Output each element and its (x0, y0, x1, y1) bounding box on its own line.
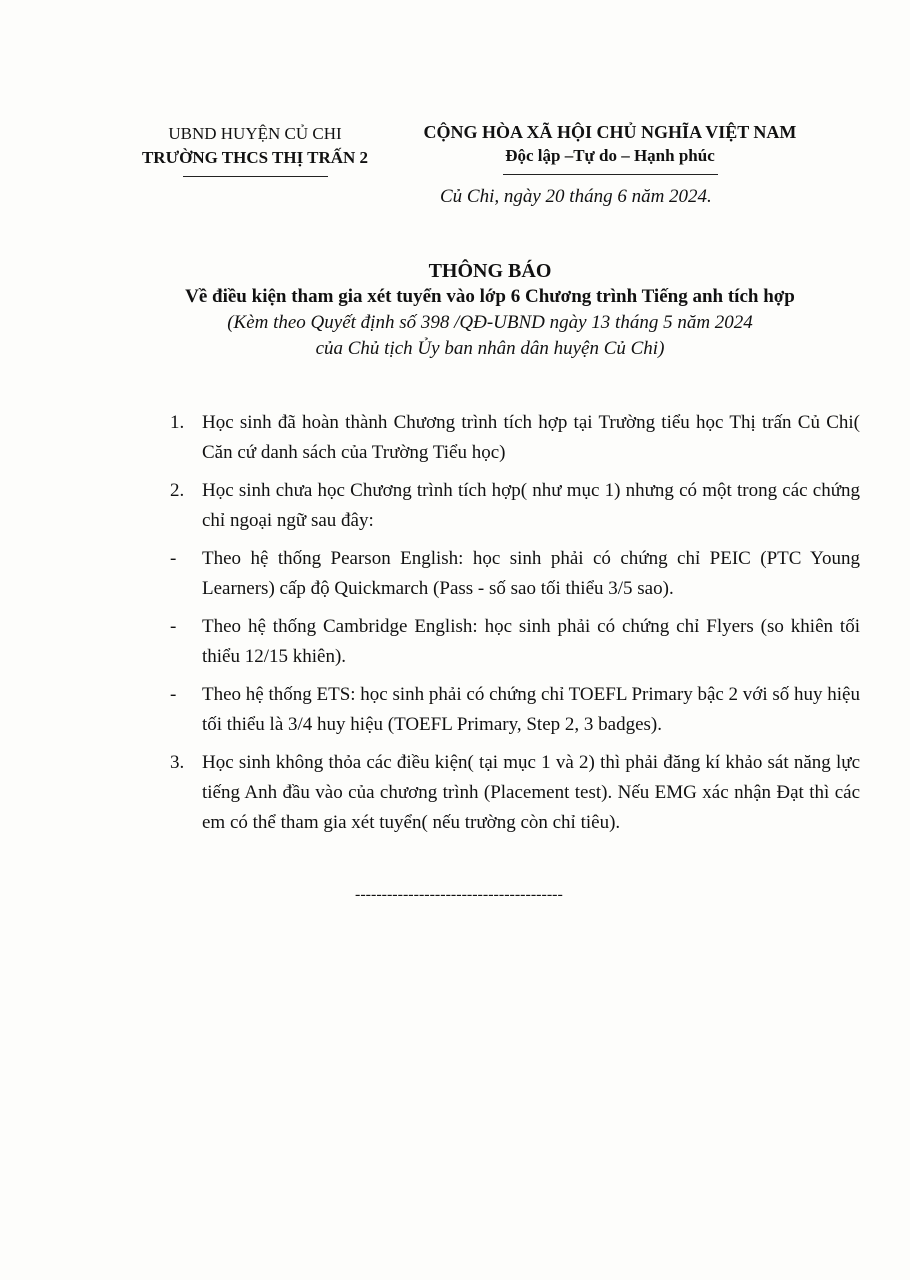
document-title: THÔNG BÁO (428, 260, 552, 282)
list-item-text: Học sinh không thỏa các điều kiện( tại mục 1 và 2) thì phải đăng kí khảo sát năng lực tiếng Anh đầu vào của chương trình (Placement test). Nếu EMG xác nhận Đạt thì các em có thể tham gia xét tuyển( nếu trường còn chỉ tiêu). (202, 752, 860, 833)
title-block (120, 258, 860, 362)
list-item-text: Theo hệ thống Cambridge English: học sinh phải có chứng chỉ Flyers (so khiên tối thiểu 12/15 khiên). (202, 616, 860, 667)
list-marker: - (170, 616, 177, 637)
reference-line-2: của Chủ tịch Ủy ban nhân dân huyện Củ Chi) (315, 338, 665, 359)
motto-underline (503, 174, 718, 175)
national-header (410, 120, 810, 175)
list-marker: 1. (170, 412, 185, 433)
conditions-list (170, 408, 860, 846)
list-item-text: Theo hệ thống Pearson English: học sinh phải có chứng chỉ PEIC (PTC Young Learners) cấp độ Quickmarch (Pass - số sao tối thiểu 3/5 sao). (202, 548, 860, 599)
school-name: TRƯỜNG THCS THỊ TRẤN 2 (141, 148, 369, 167)
list-marker: 2. (170, 480, 185, 501)
list-item-text: Học sinh đã hoàn thành Chương trình tích hợp tại Trường tiểu học Thị trấn Củ Chi( Căn cứ danh sách của Trường Tiểu học) (202, 412, 860, 463)
list-item (170, 476, 860, 536)
list-item-text: Theo hệ thống ETS: học sinh phải có chứng chỉ TOEFL Primary bậc 2 với số huy hiệu tối thiểu là 3/4 huy hiệu (TOEFL Primary, Step 2, 3 badges). (202, 684, 860, 735)
list-item (170, 748, 860, 838)
list-item (170, 680, 860, 740)
end-divider: --------------------------------------- (355, 886, 563, 903)
list-marker: - (170, 684, 177, 705)
list-item (170, 612, 860, 672)
authority-underline (183, 176, 328, 177)
list-item (170, 408, 860, 468)
date-line: Củ Chi, ngày 20 tháng 6 năm 2024. (440, 186, 712, 207)
list-marker: - (170, 548, 177, 569)
list-item (170, 544, 860, 604)
reference-line-1: (Kèm theo Quyết định số 398 /QĐ-UBND ngày 13 tháng 5 năm 2024 (227, 312, 753, 333)
list-item-text: Học sinh chưa học Chương trình tích hợp( như mục 1) nhưng có một trong các chứng chỉ ngoại ngữ sau đây: (202, 480, 860, 531)
country-name: CỘNG HÒA XÃ HỘI CHỦ NGHĨA VIỆT NAM (423, 122, 797, 142)
document-subtitle: Về điều kiện tham gia xét tuyển vào lớp 6 Chương trình Tiếng anh tích hợp (185, 286, 795, 307)
list-marker: 3. (170, 752, 185, 773)
issuing-authority (130, 122, 380, 177)
authority-name: UBND HUYỆN CỦ CHI (168, 124, 342, 143)
national-motto: Độc lập –Tự do – Hạnh phúc (505, 146, 715, 165)
